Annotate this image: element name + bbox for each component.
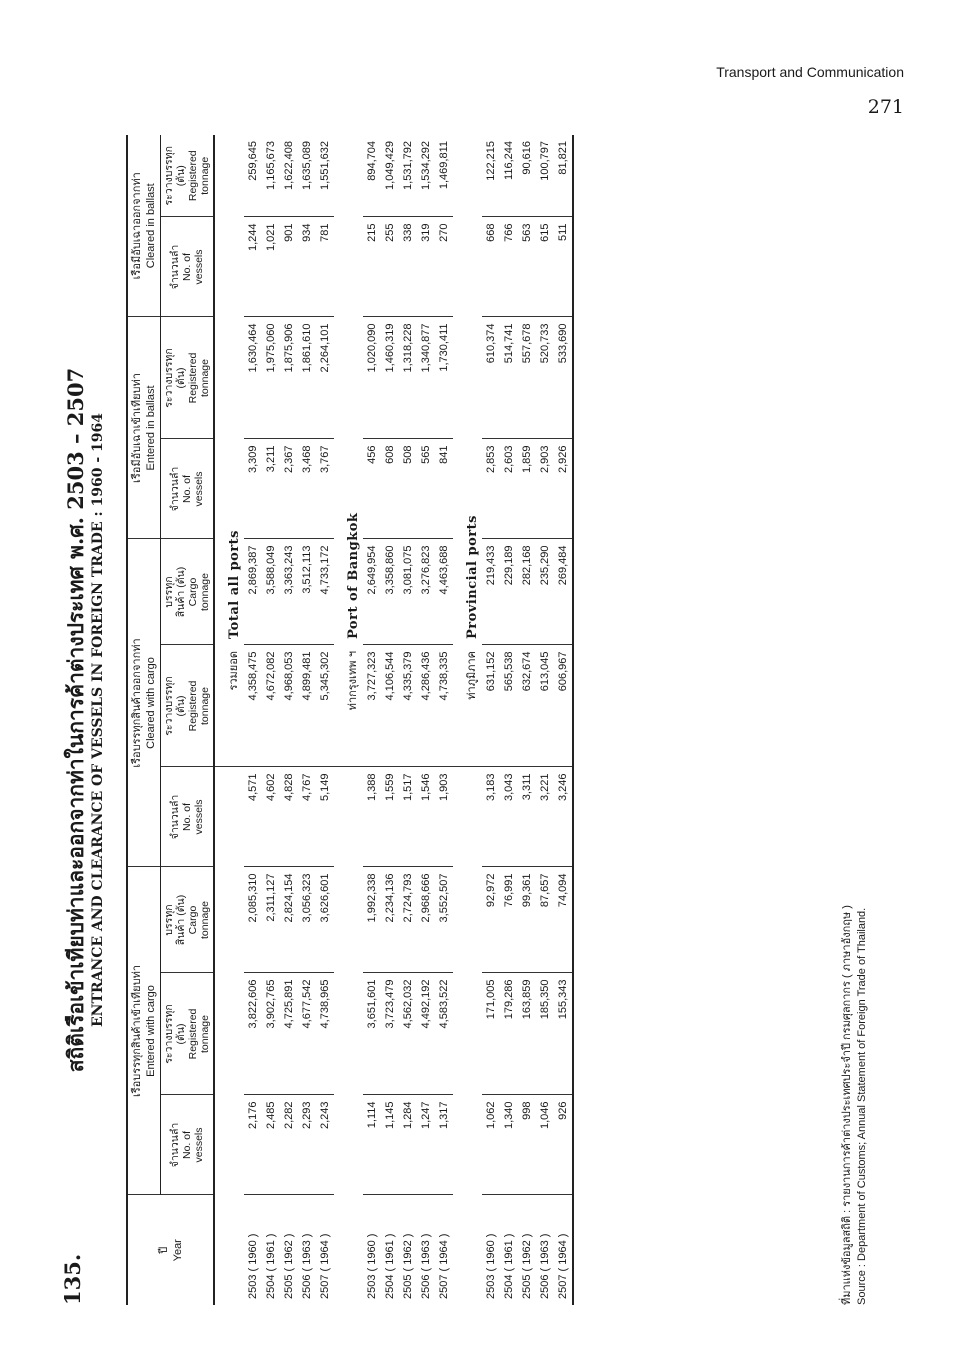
value-cell: 155,343	[554, 973, 573, 1095]
value-cell: 1,622,408	[280, 135, 298, 217]
value-cell: 92,972	[482, 867, 500, 973]
value-cell: 219,433	[482, 539, 500, 645]
value-cell: 4,571	[244, 767, 262, 867]
running-header: Transport and Communication	[716, 64, 904, 80]
col-registered	[161, 317, 215, 439]
value-cell: 1,551,632	[316, 135, 334, 217]
group-en: Cleared with cargo	[145, 657, 157, 749]
value-cell: 1,861,610	[298, 317, 316, 439]
table-row	[316, 135, 334, 1305]
value-cell: 3,276,823	[417, 539, 435, 645]
value-cell: 1,546	[417, 767, 435, 867]
value-cell: 606,967	[554, 645, 573, 767]
group-en: Entered in ballast	[145, 385, 157, 471]
value-cell: 1,992,338	[363, 867, 381, 973]
table-row	[298, 135, 316, 1305]
value-cell: 3,056,323	[298, 867, 316, 973]
value-cell: 3,081,075	[399, 539, 417, 645]
value-cell: 4,828	[280, 767, 298, 867]
year-cell: 2507 ( 1964 )	[319, 1233, 331, 1299]
value-cell: 514,741	[500, 317, 518, 439]
value-cell: 3,363,243	[280, 539, 298, 645]
col-en2: vessels	[193, 799, 205, 835]
value-cell: 2,485	[262, 1095, 280, 1195]
table-row	[554, 135, 573, 1305]
value-cell: 2,293	[298, 1095, 316, 1195]
value-cell: 2,085,310	[244, 867, 262, 973]
value-cell: 2,264,101	[316, 317, 334, 439]
value-cell: 1,284	[399, 1095, 417, 1195]
table-row	[435, 135, 453, 1305]
value-cell: 235,290	[536, 539, 554, 645]
value-cell: 766	[500, 217, 518, 317]
section-label-thai: ท่าภูมิภาค	[453, 645, 482, 767]
value-cell: 2,282	[280, 1095, 298, 1195]
section-header-row	[214, 135, 244, 1305]
value-cell: 998	[518, 1095, 536, 1195]
value-cell: 185,350	[536, 973, 554, 1095]
value-cell: 456	[363, 439, 381, 539]
value-cell: 934	[298, 217, 316, 317]
value-cell: 4,492,192	[417, 973, 435, 1095]
year-cell: 2505 ( 1962 )	[521, 1233, 533, 1299]
col-th2: (ตัน)	[175, 165, 187, 187]
year-cell: 2504 ( 1961 )	[384, 1233, 396, 1299]
group-en: Cleared in ballast	[145, 183, 157, 269]
year-cell: 2504 ( 1961 )	[503, 1233, 515, 1299]
col-cargo	[161, 867, 215, 973]
table-row	[482, 135, 500, 1305]
year-cell: 2503 ( 1960 )	[366, 1233, 378, 1299]
col-en1: Cargo	[187, 577, 199, 607]
value-cell: 2,926	[554, 439, 573, 539]
col-th2: (ตัน)	[175, 367, 187, 389]
table-number: 135.	[60, 1253, 85, 1305]
value-cell: 1,975,060	[262, 317, 280, 439]
title-english: ENTRANCE AND CLEARANCE OF VESSELS IN FOREIGN TRADE : 1960 - 1964	[90, 413, 106, 1027]
value-cell: 1,469,811	[435, 135, 453, 217]
value-cell: 901	[280, 217, 298, 317]
value-cell: 894,704	[363, 135, 381, 217]
value-cell: 4,733,172	[316, 539, 334, 645]
value-cell: 4,583,522	[435, 973, 453, 1095]
value-cell: 4,602	[262, 767, 280, 867]
col-vessels	[161, 767, 215, 867]
value-cell: 319	[417, 217, 435, 317]
table-row	[500, 135, 518, 1305]
col-registered	[161, 645, 215, 767]
col-en1: No. of	[181, 253, 193, 282]
value-cell: 4,562,032	[399, 973, 417, 1095]
value-cell: 631,152	[482, 645, 500, 767]
col-th: จำนวนลำ	[169, 794, 181, 840]
value-cell: 3,767	[316, 439, 334, 539]
value-cell: 1,875,906	[280, 317, 298, 439]
value-cell: 3,651,601	[363, 973, 381, 1095]
col-th2: (ตัน)	[175, 1023, 187, 1045]
value-cell: 4,672,082	[262, 645, 280, 767]
value-cell: 3,512,113	[298, 539, 316, 645]
value-cell: 3,727,323	[363, 645, 381, 767]
value-cell: 1,730,411	[435, 317, 453, 439]
value-cell: 3,822,606	[244, 973, 262, 1095]
year-header-en: Year	[171, 1239, 184, 1262]
page-number: 271	[867, 96, 904, 118]
value-cell: 3,588,049	[262, 539, 280, 645]
group-en: Entered with cargo	[145, 985, 157, 1077]
value-cell: 3,723,479	[381, 973, 399, 1095]
value-cell: 2,311,127	[262, 867, 280, 973]
value-cell: 1,388	[363, 767, 381, 867]
col-th: ระวางบรรทุก	[163, 146, 175, 206]
col-th: บรรทุก	[163, 904, 175, 936]
table-row	[363, 135, 381, 1305]
value-cell: 3,902,765	[262, 973, 280, 1095]
value-cell: 563	[518, 217, 536, 317]
section-label-thai: ท่ากรุงเทพ ฯ	[334, 645, 363, 767]
year-cell: 2505 ( 1962 )	[283, 1233, 295, 1299]
value-cell: 2,724,793	[399, 867, 417, 973]
col-th2: (ตัน)	[175, 695, 187, 717]
value-cell: 508	[399, 439, 417, 539]
value-cell: 520,733	[536, 317, 554, 439]
value-cell: 3,246	[554, 767, 573, 867]
value-cell: 3,468	[298, 439, 316, 539]
value-cell: 3,309	[244, 439, 262, 539]
col-th: บรรทุก	[163, 576, 175, 608]
year-cell: 2506 ( 1963 )	[539, 1233, 551, 1299]
value-cell: 1,460,319	[381, 317, 399, 439]
value-cell: 2,234,136	[381, 867, 399, 973]
col-en2: tonnage	[199, 359, 211, 397]
value-cell: 1,165,673	[262, 135, 280, 217]
year-cell: 2504 ( 1961 )	[265, 1233, 277, 1299]
value-cell: 1,534,292	[417, 135, 435, 217]
col-en2: tonnage	[199, 1015, 211, 1053]
value-cell: 171,005	[482, 973, 500, 1095]
value-cell: 608	[381, 439, 399, 539]
value-cell: 4,968,053	[280, 645, 298, 767]
value-cell: 2,603	[500, 439, 518, 539]
value-cell: 4,358,475	[244, 645, 262, 767]
col-en1: Registered	[187, 352, 199, 404]
title-thai-line	[60, 135, 93, 1305]
col-en2: tonnage	[199, 156, 211, 195]
table-row	[262, 135, 280, 1305]
col-th: จำนวนลำ	[169, 244, 181, 290]
value-cell: 2,869,387	[244, 539, 262, 645]
value-cell: 1,630,464	[244, 317, 262, 439]
value-cell: 1,247	[417, 1095, 435, 1195]
source-note	[840, 905, 870, 1305]
value-cell: 1,317	[435, 1095, 453, 1195]
value-cell: 1,635,089	[298, 135, 316, 217]
value-cell: 2,367	[280, 439, 298, 539]
value-cell: 116,244	[500, 135, 518, 217]
section-header-row	[453, 135, 482, 1305]
col-en1: Registered	[187, 1008, 199, 1060]
col-en2: tonnage	[199, 573, 211, 611]
value-cell: 4,767	[298, 767, 316, 867]
value-cell: 229,189	[500, 539, 518, 645]
value-cell: 74,094	[554, 867, 573, 973]
col-th: จำนวนลำ	[169, 1122, 181, 1168]
col-en1: Registered	[187, 150, 199, 202]
value-cell: 1,244	[244, 217, 262, 317]
value-cell: 4,725,891	[280, 973, 298, 1095]
col-registered	[161, 973, 215, 1095]
col-en2: tonnage	[199, 687, 211, 725]
value-cell: 3,626,601	[316, 867, 334, 973]
table-row	[381, 135, 399, 1305]
value-cell: 1,021	[262, 217, 280, 317]
col-cargo	[161, 539, 215, 645]
value-cell: 163,859	[518, 973, 536, 1095]
value-cell: 1,559	[381, 767, 399, 867]
col-vessels	[161, 439, 215, 539]
value-cell: 5,149	[316, 767, 334, 867]
year-cell: 2503 ( 1960 )	[485, 1233, 497, 1299]
year-header-th: ปี	[157, 1246, 170, 1254]
value-cell: 926	[554, 1095, 573, 1195]
table-header	[127, 135, 214, 1305]
value-cell: 90,616	[518, 135, 536, 217]
value-cell: 259,645	[244, 135, 262, 217]
value-cell: 100,797	[536, 135, 554, 217]
source-thai: ที่มาแห่งข้อมูลสถิติ : รายงานการค้าต่างประเทศประจำปี กรมศุลกากร ( ภาษาอังกฤษ )	[841, 905, 853, 1305]
source-english: Source : Department of Customs; Annual Statement of Foreign Trade of Thailand.	[856, 907, 868, 1305]
section-header-row	[334, 135, 363, 1305]
title-thai: สถิติเรือเข้าเทียบท่าและออกจากท่าในการค้าต่างประเทศ พ.ศ. 2503 – 2507	[63, 367, 88, 1073]
value-cell: 3,183	[482, 767, 500, 867]
value-cell: 2,968,666	[417, 867, 435, 973]
value-cell: 3,211	[262, 439, 280, 539]
year-cell: 2503 ( 1960 )	[247, 1233, 259, 1299]
value-cell: 2,176	[244, 1095, 262, 1195]
value-cell: 511	[554, 217, 573, 317]
year-cell: 2505 ( 1962 )	[402, 1233, 414, 1299]
value-cell: 533,690	[554, 317, 573, 439]
value-cell: 2,853	[482, 439, 500, 539]
col-th2: สินค้า (ตัน)	[175, 894, 187, 946]
value-cell: 1,318,228	[399, 317, 417, 439]
value-cell: 87,657	[536, 867, 554, 973]
value-cell: 613,045	[536, 645, 554, 767]
value-cell: 76,991	[500, 867, 518, 973]
value-cell: 632,674	[518, 645, 536, 767]
value-cell: 1,145	[381, 1095, 399, 1195]
value-cell: 3,311	[518, 767, 536, 867]
table-row	[518, 135, 536, 1305]
group-th: เรือบรรทุกสินค้าออกจากท่า	[131, 638, 143, 768]
value-cell: 3,552,507	[435, 867, 453, 973]
value-cell: 2,824,154	[280, 867, 298, 973]
value-cell: 3,221	[536, 767, 554, 867]
col-en2: vessels	[193, 1127, 205, 1163]
value-cell: 81,821	[554, 135, 573, 217]
section-spacer	[453, 767, 482, 1305]
col-th: ระวางบรรทุก	[163, 348, 175, 408]
value-cell: 2,649,954	[363, 539, 381, 645]
value-cell: 615	[536, 217, 554, 317]
value-cell: 270	[435, 217, 453, 317]
section-spacer	[214, 767, 244, 1305]
value-cell: 3,358,860	[381, 539, 399, 645]
value-cell: 565,538	[500, 645, 518, 767]
vessels-table	[126, 135, 574, 1305]
col-th2: สินค้า (ตัน)	[175, 566, 187, 618]
value-cell: 2,243	[316, 1095, 334, 1195]
group-th: เรือมีอับเฉาเข้าเทียบท่า	[131, 373, 143, 483]
section-spacer	[334, 767, 363, 1305]
rotated-table-page	[48, 135, 908, 1305]
value-cell: 3,043	[500, 767, 518, 867]
col-en1: No. of	[181, 1131, 193, 1160]
value-cell: 4,106,544	[381, 645, 399, 767]
table-row	[536, 135, 554, 1305]
col-th: ระวางบรรทุก	[163, 1004, 175, 1064]
group-cleared-ballast	[127, 135, 161, 317]
value-cell: 1,062	[482, 1095, 500, 1195]
value-cell: 4,286,436	[417, 645, 435, 767]
value-cell: 1,517	[399, 767, 417, 867]
section-label-english: Total all ports	[227, 529, 242, 639]
value-cell: 565	[417, 439, 435, 539]
value-cell: 1,903	[435, 767, 453, 867]
value-cell: 1,020,090	[363, 317, 381, 439]
value-cell: 179,286	[500, 973, 518, 1095]
value-cell: 269,484	[554, 539, 573, 645]
year-header	[127, 1195, 214, 1305]
col-en2: vessels	[193, 249, 205, 285]
value-cell: 4,463,688	[435, 539, 453, 645]
value-cell: 4,335,379	[399, 645, 417, 767]
table-row	[399, 135, 417, 1305]
value-cell: 255	[381, 217, 399, 317]
col-en1: No. of	[181, 803, 193, 832]
col-th: ระวางบรรทุก	[163, 676, 175, 736]
group-th: เรือบรรทุกสินค้าเข้าเทียบท่า	[131, 964, 143, 1098]
year-cell: 2507 ( 1964 )	[557, 1233, 569, 1299]
table-row	[417, 135, 435, 1305]
value-cell: 4,738,965	[316, 973, 334, 1095]
value-cell: 122,215	[482, 135, 500, 217]
value-cell: 2,903	[536, 439, 554, 539]
table-row	[280, 135, 298, 1305]
col-registered	[161, 135, 215, 217]
value-cell: 1,046	[536, 1095, 554, 1195]
value-cell: 338	[399, 217, 417, 317]
section-label-thai: รวมยอด	[214, 645, 244, 767]
table-body	[214, 135, 573, 1305]
group-entered-cargo	[127, 867, 161, 1195]
col-en2: vessels	[193, 471, 205, 507]
value-cell: 4,677,542	[298, 973, 316, 1095]
value-cell: 215	[363, 217, 381, 317]
value-cell: 557,678	[518, 317, 536, 439]
section-label-english: Port of Bangkok	[346, 512, 361, 639]
value-cell: 5,345,302	[316, 645, 334, 767]
year-cell: 2506 ( 1963 )	[420, 1233, 432, 1299]
value-cell: 99,361	[518, 867, 536, 973]
value-cell: 4,899,481	[298, 645, 316, 767]
value-cell: 1,340,877	[417, 317, 435, 439]
group-cleared-cargo	[127, 539, 161, 867]
value-cell: 1,114	[363, 1095, 381, 1195]
group-th: เรือมีอับเฉาออกจากท่า	[131, 172, 143, 280]
section-label-english: Provincial ports	[465, 515, 480, 639]
col-en1: Cargo	[187, 905, 199, 935]
col-en1: No. of	[181, 475, 193, 504]
table-row	[244, 135, 262, 1305]
col-en1: Registered	[187, 680, 199, 732]
value-cell: 282,168	[518, 539, 536, 645]
value-cell: 1,859	[518, 439, 536, 539]
value-cell: 1,049,429	[381, 135, 399, 217]
col-vessels	[161, 1095, 215, 1195]
year-cell: 2507 ( 1964 )	[438, 1233, 450, 1299]
col-vessels	[161, 217, 215, 317]
group-entered-ballast	[127, 317, 161, 539]
value-cell: 610,374	[482, 317, 500, 439]
col-th: จำนวนลำ	[169, 466, 181, 512]
value-cell: 1,531,792	[399, 135, 417, 217]
year-cell: 2506 ( 1963 )	[301, 1233, 313, 1299]
value-cell: 1,340	[500, 1095, 518, 1195]
col-en2: tonnage	[199, 901, 211, 939]
value-cell: 781	[316, 217, 334, 317]
value-cell: 668	[482, 217, 500, 317]
value-cell: 4,738,335	[435, 645, 453, 767]
value-cell: 841	[435, 439, 453, 539]
